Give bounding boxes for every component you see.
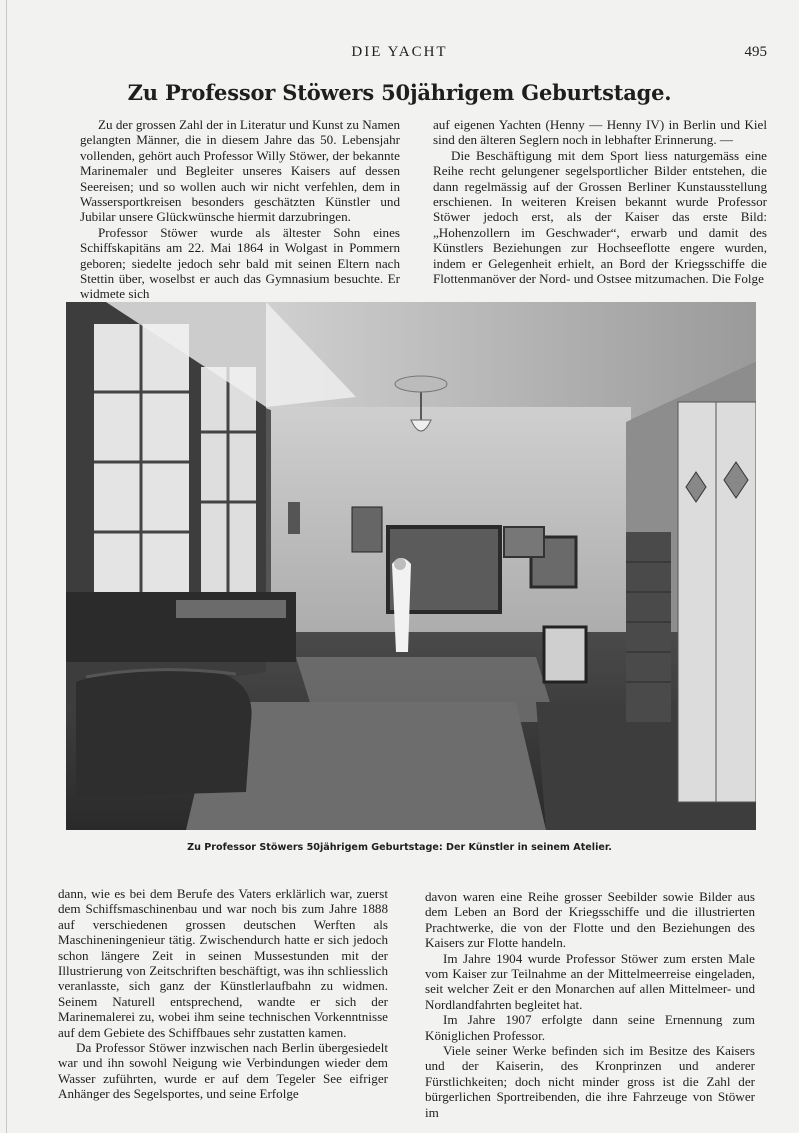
text-column-bottom-left <box>58 886 388 1102</box>
atelier-photograph <box>66 302 756 830</box>
scan-edge <box>6 0 7 1133</box>
article-title: Zu Professor Stöwers 50jährigem Geburtstage. <box>127 80 672 105</box>
paragraph: Viele seiner Werke befinden sich im Besitze des Kaisers und der Kaiserin, des Kronprinzen und anderer Fürstlichkeiten; doch nicht minder gross ist die Zahl der bürgerlichen Sportreibenden, die ihre Fahrzeuge von Stöwer im <box>425 1043 755 1120</box>
text-column-bottom-right <box>425 889 755 1120</box>
paragraph: davon waren eine Reihe grosser Seebilder sowie Bilder aus dem Leben an Bord der Kriegsschiffe und die illustrierten Prachtwerke, die von der Flotte und den Beziehungen des Kaisers zur Flotte handeln. <box>425 889 755 951</box>
paragraph: dann, wie es bei dem Berufe des Vaters erklärlich war, zuerst dem Schiffsmaschinenbau und war noch bis zum Jahre 1888 auf verschiedenen grossen deutschen Werften als Maschineningenieur tätig. Zwischendurch hatte er sich jedoch schon längere Zeit in seinen Mussestunden mit der Illustrierung von Zeitschriften beschäftigt, was ihn schliesslich veranlasste, sich ganz der Künstlerlaufbahn zu widmen. Seinem Naturell entsprechend, wandte er sich der Marinemalerei zu, wobei ihm seine technischen Vorkenntnisse auf dem Gebiete des Schiffbaues sehr zustatten kamen. <box>58 886 388 1040</box>
text-column-top-right <box>433 117 767 286</box>
paragraph: Da Professor Stöwer inzwischen nach Berlin übergesiedelt war und ihn sowohl Neigung wie Verbindungen wieder dem Wasser zuführten, wurde er auf dem Tegeler See eifriger Anhänger des Segelsportes, und seine Erfolge <box>58 1040 388 1102</box>
page-number: 495 <box>744 44 767 60</box>
paragraph: Die Beschäftigung mit dem Sport liess naturgemäss eine Reihe recht gelungener segelsportlicher Bilder entstehen, die dann regelmässig auf der Grossen Berliner Kunstausstellung erschienen. In weiteren Kreisen bekannt wurde Professor Stöwer jedoch erst, als der Kaiser das erste Bild: „Hohenzollern im Geschwader“, erwarb und damit des Künstlers Beziehungen zur Hochseeflotte engere wurden, indem er Gelegenheit erhielt, an Bord der Kriegsschiffe die Flottenmanöver der Nord- und Ostsee mitzumachen. Die Folge <box>433 147 767 287</box>
figure-caption: Zu Professor Stöwers 50jährigem Geburtstage: Der Künstler in seinem Atelier. <box>187 842 612 853</box>
paragraph: Im Jahre 1904 wurde Professor Stöwer zum ersten Male vom Kaiser zur Teilnahme an der Mittelmeerreise eingeladen, seit welcher Zeit er den Monarchen auf allen Mittelmeer- und Nordlandfahrten begleitet hat. <box>425 950 755 1012</box>
paragraph: Im Jahre 1907 erfolgte dann seine Ernennung zum Königlichen Professor. <box>425 1012 755 1043</box>
paragraph: Zu der grossen Zahl der in Literatur und Kunst zu Namen gelangten Männer, die in diesem Jahre das 50. Lebensjahr vollenden, gehört auch Professor Willy Stöwer, der bekannte Marinemaler und Begleiter unseres Kaisers auf dessen Seereisen; und so wollen auch wir nicht verfehlen, dem in Wassersportkreisen besonders geschätzten Künstler und Jubilar unsere Glückwünsche hiermit darzubringen. <box>80 117 400 225</box>
paragraph: auf eigenen Yachten (Henny — Henny IV) in Berlin und Kiel sind den älteren Seglern noch in lebhafter Erinnerung. — <box>433 117 767 148</box>
text-column-top-left <box>80 117 400 302</box>
paragraph: Professor Stöwer wurde als ältester Sohn eines Schiffskapitäns am 22. Mai 1864 in Wolgast in Pommern geboren; siedelte jedoch sehr bald mit seinen Eltern nach Stettin über, woselbst er auch das Gymnasium besuchte. Er widmete sich <box>80 224 400 302</box>
running-title: DIE YACHT <box>351 44 448 60</box>
